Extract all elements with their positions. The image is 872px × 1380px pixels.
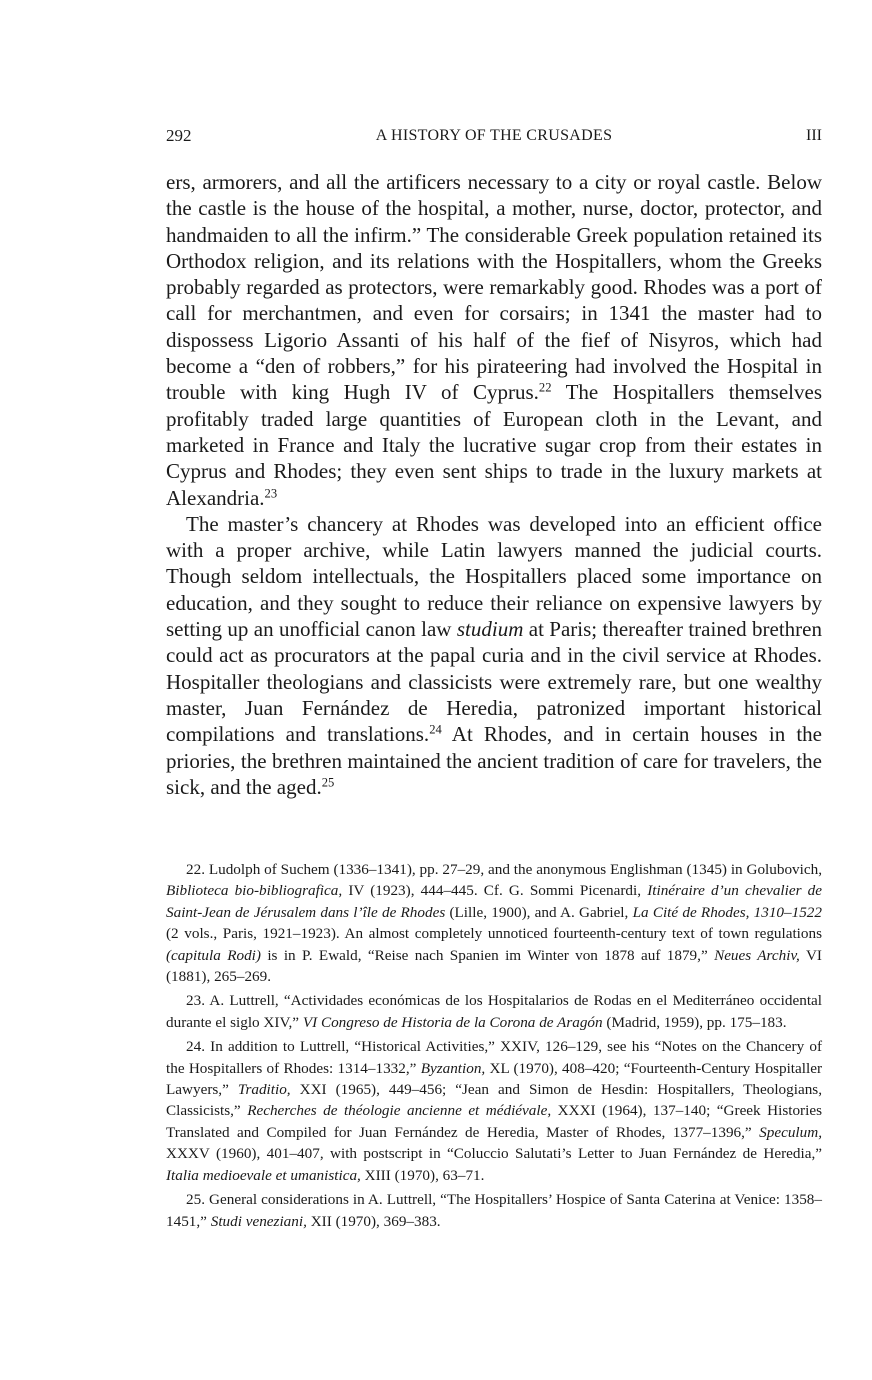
fn24-text-4: XXXI (1964), 137–140; “Greek Histories Translated and Compiled for Juan Fernández de Heredia, Master of Rhodes, 1377–1396,” xyxy=(166,1102,822,1141)
fn24-text-5: XXXV (1960), 401–407, with postscript in “Coluccio Salutati’s Letter to Juan Fernández de Heredia,” xyxy=(166,1145,822,1163)
footnote-24 xyxy=(166,1036,822,1186)
fn25-text-1: 25. General considerations in A. Luttrell, “The Hospitallers’ Hospice of Santa Caterina at Venice: 1358–1451,” xyxy=(166,1191,822,1230)
fn23-italic-1: VI Congreso de Historia de la Corona de Aragón xyxy=(302,1013,603,1031)
fn23-text-1: 23. A. Luttrell, “Actividades económicas de los Hospitalarios de Rodas en el Mediterráneo occidental durante el siglo XIV,” xyxy=(166,992,822,1031)
footnote-ref-22: 22 xyxy=(538,380,552,395)
paragraph-2 xyxy=(166,511,822,800)
fn22-italic-1: Biblioteca bio-bibliografica, xyxy=(166,882,343,900)
fn22-italic-3: La Cité de Rhodes, 1310–1522 xyxy=(632,903,822,921)
footnote-ref-25: 25 xyxy=(321,775,335,790)
fn22-text-6: VI (1881), 265–269. xyxy=(166,946,822,986)
fn24-italic-3: Recherches de théologie ancienne et médiévale, xyxy=(247,1102,552,1120)
footnote-ref-23: 23 xyxy=(264,486,278,501)
volume-number: III xyxy=(806,127,822,144)
paragraph-1-part-b: The Hospitallers themselves profitably traded large quantities of European cloth in the Levant, and marketed in France and Italy the lucrative sugar crop from their estates in Cyprus and Rhodes; they even sent ships to trade in the luxury markets at Alexandria. xyxy=(166,380,823,510)
fn22-text-1: 22. Ludolph of Suchem (1336–1341), pp. 27–29, and the anonymous Englishman (1345) in Golubovich, xyxy=(186,861,822,878)
fn23-text-2: (Madrid, 1959), pp. 175–183. xyxy=(602,1013,787,1031)
paragraph-1-part-a: ers, armorers, and all the artificers necessary to a city or royal castle. Below the castle is the house of the hospital, a mother, nurse, doctor, protector, and handmaiden to all the infirm.” The considerable Greek population retained its Orthodox religion, and its relations with the Hospitallers, whom the Greeks probably regarded as protectors, were remarkably good. Rhodes was a port of call for merchantmen, and even for corsairs; in 1341 the master had to dispossess Ligorio Assanti of his half of the fief of Nisyros, which had become a “den of robbers,” for his pirateering had involved the Hospital in trouble with king Hugh IV of Cyprus. xyxy=(166,170,822,405)
fn22-italic-2: Itinéraire d’un chevalier de Saint-Jean de Jérusalem dans l’île de Rhodes xyxy=(166,882,822,921)
fn22-text-4: (2 vols., Paris, 1921–1923). An almost completely unnoticed fourteenth-century text of town regulations xyxy=(166,925,822,943)
fn24-text-1: 24. In addition to Luttrell, “Historical Activities,” XXIV, 126–129, see his “Notes on the Chancery of the Hospitallers of Rhodes: 1314–1332,” xyxy=(166,1038,822,1077)
fn25-italic-1: Studi veneziani, xyxy=(210,1212,307,1230)
fn24-italic-5: Italia medioevale et umanistica, xyxy=(166,1166,361,1184)
fn24-italic-2: Traditio, xyxy=(237,1081,291,1099)
fn22-italic-4: (capitula Rodi) xyxy=(166,946,261,964)
fn25-text-2: XII (1970), 369–383. xyxy=(306,1212,441,1230)
paragraph-2-part-c: At Rhodes, and in certain houses in the priories, the brethren maintained the ancient tradition of care for travelers, the sick, and the aged. xyxy=(166,722,823,799)
fn22-text-5: is in P. Ewald, “Reise nach Spanien im Winter von 1878 auf 1879,” xyxy=(260,946,715,964)
fn24-italic-1: Byzantion, xyxy=(420,1059,486,1077)
page-number: 292 xyxy=(166,126,192,145)
fn22-text-2: IV (1923), 444–445. Cf. G. Sommi Picenardi, xyxy=(342,882,648,900)
fn22-italic-5: Neues Archiv, xyxy=(714,946,800,964)
fn22-text-3: (Lille, 1900), and A. Gabriel, xyxy=(445,903,633,921)
running-header xyxy=(166,126,822,150)
paragraph-2-part-b: at Paris; thereafter trained brethren could act as procurators at the papal curia and in the civil service at Rhodes. Hospitaller theologians and classicists were extremely rare, but one wealthy master, Juan Fernández de Heredia, patronized important historical compilations and translations. xyxy=(166,617,822,747)
footnote-25 xyxy=(166,1189,822,1232)
fn24-text-6: XIII (1970), 63–71. xyxy=(360,1166,485,1184)
fn24-italic-4: Speculum, xyxy=(759,1123,822,1141)
fn24-text-2: XL (1970), 408–420; “Fourteenth-Century Hospitaller Lawyers,” xyxy=(166,1059,823,1099)
studium-term: studium xyxy=(456,617,524,642)
running-title: A HISTORY OF THE CRUSADES xyxy=(375,127,613,144)
paragraph-2-part-a: The master’s chancery at Rhodes was developed into an efficient office with a proper archive, while Latin lawyers manned the judicial courts. Though seldom intellectuals, the Hospitallers placed some importance on education, and they sought to reduce their reliance on expensive lawyers by setting up an unofficial canon law xyxy=(166,511,822,642)
footnotes xyxy=(166,859,822,1235)
fn24-text-3: XXI (1965), 449–456; “Jean and Simon de Hesdin: Hospitallers, Theologians, Classicists,” xyxy=(166,1081,823,1120)
footnote-22 xyxy=(166,859,822,987)
footnote-23 xyxy=(166,990,822,1033)
paragraph-1 xyxy=(166,169,822,511)
footnote-ref-24: 24 xyxy=(429,722,442,737)
main-text xyxy=(166,169,822,800)
